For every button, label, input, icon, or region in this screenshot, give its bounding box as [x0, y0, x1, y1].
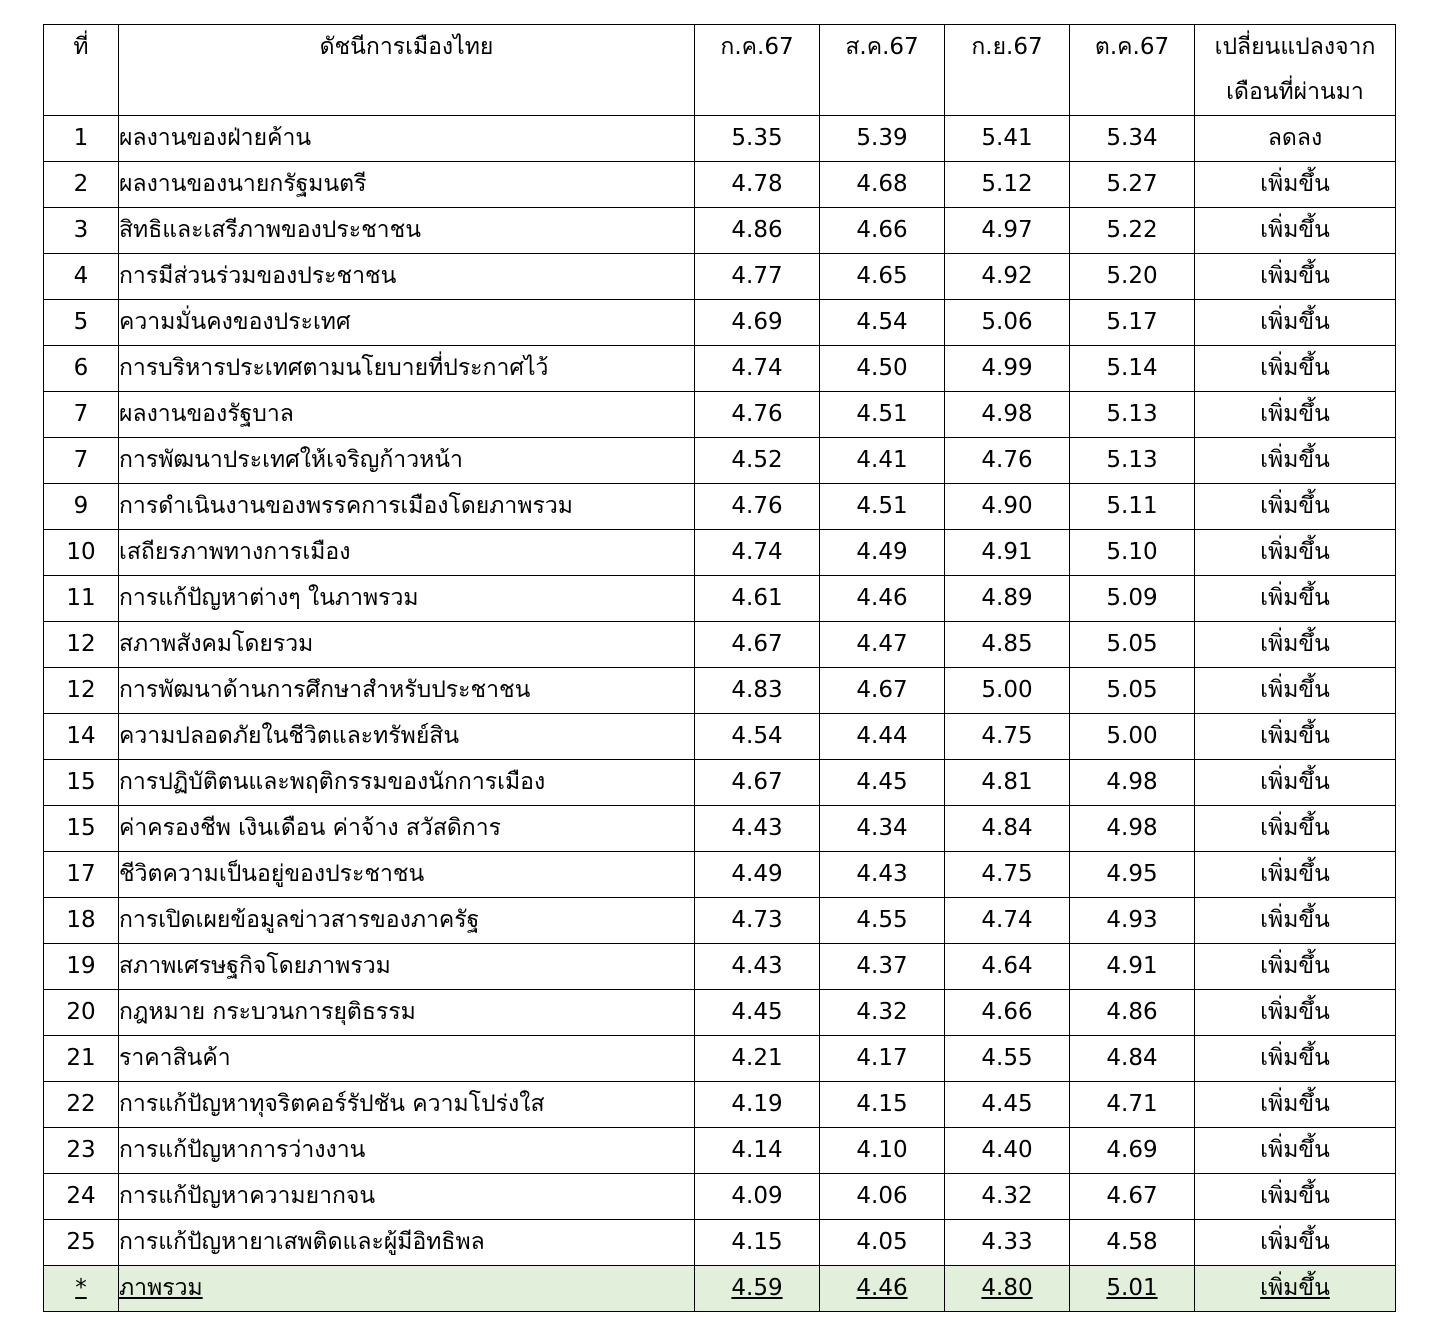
cell-index-name: เสถียรภาพทางการเมือง — [119, 530, 695, 576]
cell-change: เพิ่มขึ้น — [1195, 760, 1396, 806]
cell-index-name: ภาพรวม — [119, 1266, 695, 1312]
table-row — [44, 668, 1396, 714]
cell-jul: 4.69 — [695, 300, 820, 346]
cell-change: เพิ่มขึ้น — [1195, 622, 1396, 668]
cell-no: 24 — [44, 1174, 119, 1220]
thai-politics-index-table — [43, 24, 1396, 1312]
cell-aug: 4.06 — [820, 1174, 945, 1220]
cell-oct: 4.84 — [1070, 1036, 1195, 1082]
table-row — [44, 1174, 1396, 1220]
cell-sep: 4.74 — [945, 898, 1070, 944]
cell-oct: 4.93 — [1070, 898, 1195, 944]
cell-index-name: การแก้ปัญหาทุจริตคอร์รัปชัน ความโปร่งใส — [119, 1082, 695, 1128]
cell-oct: 5.14 — [1070, 346, 1195, 392]
cell-oct: 5.17 — [1070, 300, 1195, 346]
table-row — [44, 254, 1396, 300]
cell-no: 18 — [44, 898, 119, 944]
cell-aug: 4.68 — [820, 162, 945, 208]
cell-no: 7 — [44, 392, 119, 438]
header-month-aug: ส.ค.67 — [820, 25, 945, 116]
cell-jul: 4.15 — [695, 1220, 820, 1266]
cell-index-name: การแก้ปัญหาความยากจน — [119, 1174, 695, 1220]
cell-jul: 4.76 — [695, 484, 820, 530]
cell-sep: 4.76 — [945, 438, 1070, 484]
cell-jul: 4.09 — [695, 1174, 820, 1220]
cell-aug: 4.46 — [820, 1266, 945, 1312]
cell-sep: 5.12 — [945, 162, 1070, 208]
cell-oct: 5.20 — [1070, 254, 1195, 300]
cell-aug: 4.50 — [820, 346, 945, 392]
cell-index-name: ชีวิตความเป็นอยู่ของประชาชน — [119, 852, 695, 898]
cell-no: 10 — [44, 530, 119, 576]
cell-aug: 4.10 — [820, 1128, 945, 1174]
cell-aug: 4.66 — [820, 208, 945, 254]
cell-index-name: ผลงานของฝ่ายค้าน — [119, 116, 695, 162]
cell-no: 2 — [44, 162, 119, 208]
cell-aug: 4.41 — [820, 438, 945, 484]
cell-change: เพิ่มขึ้น — [1195, 806, 1396, 852]
cell-no: 4 — [44, 254, 119, 300]
table-row — [44, 530, 1396, 576]
cell-sep: 4.32 — [945, 1174, 1070, 1220]
cell-index-name: การพัฒนาด้านการศึกษาสำหรับประชาชน — [119, 668, 695, 714]
cell-index-name: การบริหารประเทศตามนโยบายที่ประกาศไว้ — [119, 346, 695, 392]
cell-index-name: ราคาสินค้า — [119, 1036, 695, 1082]
cell-change: เพิ่มขึ้น — [1195, 990, 1396, 1036]
cell-oct: 4.86 — [1070, 990, 1195, 1036]
cell-sep: 4.80 — [945, 1266, 1070, 1312]
cell-no: 15 — [44, 806, 119, 852]
cell-change: เพิ่มขึ้น — [1195, 392, 1396, 438]
cell-sep: 4.81 — [945, 760, 1070, 806]
cell-jul: 4.19 — [695, 1082, 820, 1128]
cell-change: ลดลง — [1195, 116, 1396, 162]
cell-aug: 4.54 — [820, 300, 945, 346]
cell-sep: 4.64 — [945, 944, 1070, 990]
table-row — [44, 1128, 1396, 1174]
cell-jul: 4.52 — [695, 438, 820, 484]
cell-index-name: การแก้ปัญหายาเสพติดและผู้มีอิทธิพล — [119, 1220, 695, 1266]
cell-index-name: กฎหมาย กระบวนการยุติธรรม — [119, 990, 695, 1036]
cell-index-name: การปฏิบัติตนและพฤติกรรมของนักการเมือง — [119, 760, 695, 806]
cell-change: เพิ่มขึ้น — [1195, 1266, 1396, 1312]
cell-sep: 4.33 — [945, 1220, 1070, 1266]
cell-jul: 4.43 — [695, 806, 820, 852]
cell-index-name: การแก้ปัญหาการว่างงาน — [119, 1128, 695, 1174]
cell-change: เพิ่มขึ้น — [1195, 438, 1396, 484]
cell-oct: 5.05 — [1070, 622, 1195, 668]
cell-aug: 4.46 — [820, 576, 945, 622]
cell-change: เพิ่มขึ้น — [1195, 346, 1396, 392]
cell-oct: 5.09 — [1070, 576, 1195, 622]
cell-oct: 5.10 — [1070, 530, 1195, 576]
cell-index-name: ความมั่นคงของประเทศ — [119, 300, 695, 346]
cell-jul: 4.45 — [695, 990, 820, 1036]
table-row — [44, 714, 1396, 760]
cell-oct: 5.00 — [1070, 714, 1195, 760]
cell-jul: 4.59 — [695, 1266, 820, 1312]
cell-no: 3 — [44, 208, 119, 254]
cell-jul: 4.73 — [695, 898, 820, 944]
table-row — [44, 852, 1396, 898]
table-row — [44, 346, 1396, 392]
cell-sep: 4.75 — [945, 852, 1070, 898]
table-row — [44, 944, 1396, 990]
cell-oct: 5.01 — [1070, 1266, 1195, 1312]
cell-no: 6 — [44, 346, 119, 392]
cell-aug: 4.17 — [820, 1036, 945, 1082]
cell-no: 23 — [44, 1128, 119, 1174]
header-row — [44, 25, 1396, 116]
cell-sep: 4.99 — [945, 346, 1070, 392]
cell-oct: 5.27 — [1070, 162, 1195, 208]
cell-change: เพิ่มขึ้น — [1195, 944, 1396, 990]
table-row — [44, 1082, 1396, 1128]
table-row — [44, 576, 1396, 622]
cell-sep: 4.90 — [945, 484, 1070, 530]
cell-sep: 5.00 — [945, 668, 1070, 714]
cell-jul: 4.49 — [695, 852, 820, 898]
cell-sep: 4.55 — [945, 1036, 1070, 1082]
cell-aug: 4.05 — [820, 1220, 945, 1266]
cell-oct: 4.98 — [1070, 760, 1195, 806]
cell-no: 12 — [44, 668, 119, 714]
cell-oct: 4.58 — [1070, 1220, 1195, 1266]
cell-change: เพิ่มขึ้น — [1195, 1082, 1396, 1128]
total-row — [44, 1266, 1396, 1312]
header-change-line1: เปลี่ยนแปลงจาก — [1214, 34, 1376, 60]
cell-aug: 4.51 — [820, 392, 945, 438]
cell-oct: 5.13 — [1070, 392, 1195, 438]
table-row — [44, 1036, 1396, 1082]
cell-jul: 4.86 — [695, 208, 820, 254]
table-row — [44, 898, 1396, 944]
table-row — [44, 300, 1396, 346]
cell-jul: 4.74 — [695, 530, 820, 576]
cell-oct: 4.91 — [1070, 944, 1195, 990]
cell-change: เพิ่มขึ้น — [1195, 162, 1396, 208]
cell-jul: 4.67 — [695, 622, 820, 668]
cell-aug: 4.65 — [820, 254, 945, 300]
cell-sep: 4.97 — [945, 208, 1070, 254]
cell-index-name: สภาพเศรษฐกิจโดยภาพรวม — [119, 944, 695, 990]
cell-change: เพิ่มขึ้น — [1195, 576, 1396, 622]
cell-sep: 4.40 — [945, 1128, 1070, 1174]
cell-index-name: ผลงานของรัฐบาล — [119, 392, 695, 438]
cell-oct: 4.71 — [1070, 1082, 1195, 1128]
cell-aug: 4.32 — [820, 990, 945, 1036]
cell-oct: 5.05 — [1070, 668, 1195, 714]
cell-oct: 4.98 — [1070, 806, 1195, 852]
table-row — [44, 116, 1396, 162]
cell-oct: 5.22 — [1070, 208, 1195, 254]
cell-aug: 4.43 — [820, 852, 945, 898]
table-row — [44, 392, 1396, 438]
cell-oct: 4.95 — [1070, 852, 1195, 898]
cell-sep: 4.89 — [945, 576, 1070, 622]
table-row — [44, 162, 1396, 208]
table-row — [44, 1220, 1396, 1266]
cell-change: เพิ่มขึ้น — [1195, 1174, 1396, 1220]
cell-oct: 5.11 — [1070, 484, 1195, 530]
cell-aug: 4.44 — [820, 714, 945, 760]
cell-jul: 4.76 — [695, 392, 820, 438]
cell-no: 7 — [44, 438, 119, 484]
table-row — [44, 622, 1396, 668]
cell-aug: 4.34 — [820, 806, 945, 852]
header-month-jul: ก.ค.67 — [695, 25, 820, 116]
table-row — [44, 208, 1396, 254]
cell-sep: 4.98 — [945, 392, 1070, 438]
cell-sep: 4.92 — [945, 254, 1070, 300]
cell-no: 5 — [44, 300, 119, 346]
cell-no: 11 — [44, 576, 119, 622]
cell-no: 15 — [44, 760, 119, 806]
cell-sep: 4.91 — [945, 530, 1070, 576]
cell-sep: 5.06 — [945, 300, 1070, 346]
cell-no: * — [44, 1266, 119, 1312]
header-no: ที่ — [44, 25, 119, 116]
cell-change: เพิ่มขึ้น — [1195, 1220, 1396, 1266]
header-change — [1195, 25, 1396, 116]
cell-aug: 4.47 — [820, 622, 945, 668]
cell-index-name: ผลงานของนายกรัฐมนตรี — [119, 162, 695, 208]
header-index: ดัชนีการเมืองไทย — [119, 25, 695, 116]
cell-no: 25 — [44, 1220, 119, 1266]
cell-change: เพิ่มขึ้น — [1195, 254, 1396, 300]
cell-jul: 4.67 — [695, 760, 820, 806]
cell-aug: 4.15 — [820, 1082, 945, 1128]
cell-no: 1 — [44, 116, 119, 162]
cell-no: 19 — [44, 944, 119, 990]
cell-oct: 5.13 — [1070, 438, 1195, 484]
cell-jul: 4.43 — [695, 944, 820, 990]
cell-change: เพิ่มขึ้น — [1195, 898, 1396, 944]
cell-aug: 4.37 — [820, 944, 945, 990]
cell-jul: 4.83 — [695, 668, 820, 714]
cell-change: เพิ่มขึ้น — [1195, 1036, 1396, 1082]
cell-change: เพิ่มขึ้น — [1195, 208, 1396, 254]
cell-index-name: การมีส่วนร่วมของประชาชน — [119, 254, 695, 300]
header-month-oct: ต.ค.67 — [1070, 25, 1195, 116]
cell-no: 21 — [44, 1036, 119, 1082]
cell-no: 22 — [44, 1082, 119, 1128]
cell-index-name: ความปลอดภัยในชีวิตและทรัพย์สิน — [119, 714, 695, 760]
cell-aug: 4.49 — [820, 530, 945, 576]
cell-index-name: การแก้ปัญหาต่างๆ ในภาพรวม — [119, 576, 695, 622]
cell-no: 12 — [44, 622, 119, 668]
cell-change: เพิ่มขึ้น — [1195, 668, 1396, 714]
cell-oct: 4.67 — [1070, 1174, 1195, 1220]
cell-jul: 4.61 — [695, 576, 820, 622]
cell-change: เพิ่มขึ้น — [1195, 1128, 1396, 1174]
cell-jul: 4.21 — [695, 1036, 820, 1082]
cell-change: เพิ่มขึ้น — [1195, 852, 1396, 898]
cell-change: เพิ่มขึ้น — [1195, 530, 1396, 576]
cell-index-name: ค่าครองชีพ เงินเดือน ค่าจ้าง สวัสดิการ — [119, 806, 695, 852]
cell-sep: 4.75 — [945, 714, 1070, 760]
cell-sep: 4.45 — [945, 1082, 1070, 1128]
cell-change: เพิ่มขึ้น — [1195, 714, 1396, 760]
cell-index-name: สิทธิและเสรีภาพของประชาชน — [119, 208, 695, 254]
cell-sep: 4.84 — [945, 806, 1070, 852]
cell-jul: 4.77 — [695, 254, 820, 300]
cell-jul: 4.54 — [695, 714, 820, 760]
cell-index-name: การดำเนินงานของพรรคการเมืองโดยภาพรวม — [119, 484, 695, 530]
cell-oct: 4.69 — [1070, 1128, 1195, 1174]
cell-sep: 4.66 — [945, 990, 1070, 1036]
cell-index-name: การเปิดเผยข้อมูลข่าวสารของภาครัฐ — [119, 898, 695, 944]
cell-no: 17 — [44, 852, 119, 898]
cell-change: เพิ่มขึ้น — [1195, 484, 1396, 530]
cell-aug: 4.51 — [820, 484, 945, 530]
cell-no: 20 — [44, 990, 119, 1036]
table-row — [44, 806, 1396, 852]
cell-aug: 4.67 — [820, 668, 945, 714]
cell-change: เพิ่มขึ้น — [1195, 300, 1396, 346]
header-change-line2: เดือนที่ผ่านมา — [1226, 79, 1364, 105]
cell-jul: 4.74 — [695, 346, 820, 392]
cell-aug: 5.39 — [820, 116, 945, 162]
cell-index-name: การพัฒนาประเทศให้เจริญก้าวหน้า — [119, 438, 695, 484]
table-row — [44, 990, 1396, 1036]
cell-jul: 4.78 — [695, 162, 820, 208]
cell-jul: 4.14 — [695, 1128, 820, 1174]
cell-aug: 4.55 — [820, 898, 945, 944]
cell-index-name: สภาพสังคมโดยรวม — [119, 622, 695, 668]
cell-sep: 5.41 — [945, 116, 1070, 162]
table-row — [44, 760, 1396, 806]
cell-oct: 5.34 — [1070, 116, 1195, 162]
cell-no: 9 — [44, 484, 119, 530]
table-row — [44, 438, 1396, 484]
table-body — [44, 116, 1396, 1312]
cell-jul: 5.35 — [695, 116, 820, 162]
cell-no: 14 — [44, 714, 119, 760]
cell-sep: 4.85 — [945, 622, 1070, 668]
table-row — [44, 484, 1396, 530]
header-month-sep: ก.ย.67 — [945, 25, 1070, 116]
cell-aug: 4.45 — [820, 760, 945, 806]
